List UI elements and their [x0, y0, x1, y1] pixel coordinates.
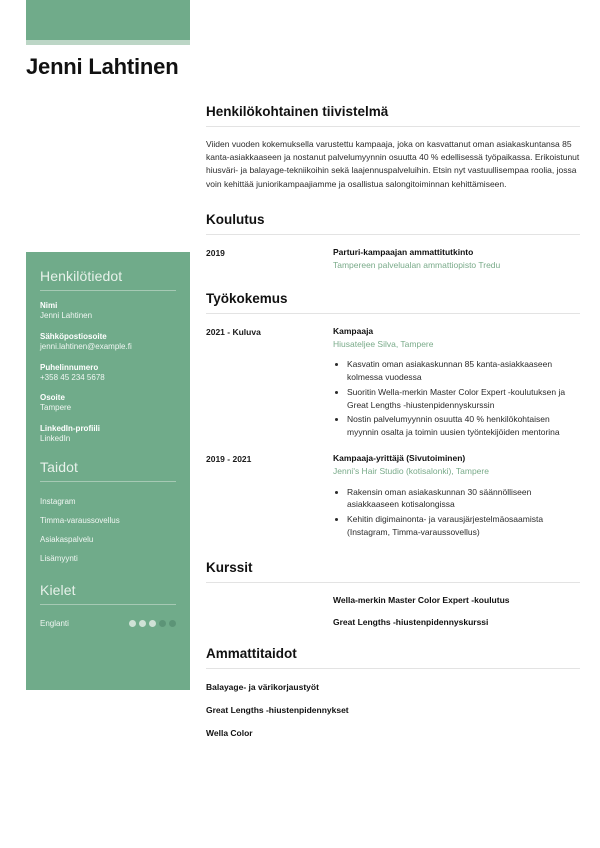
entry-date: 2019 - 2021	[206, 453, 252, 464]
divider	[206, 234, 580, 235]
language-level-rating	[129, 620, 176, 627]
section-title-professional-skills: Ammattitaidot	[206, 645, 297, 661]
contact-value: +358 45 234 5678	[40, 372, 105, 382]
entry-bullet-list	[333, 358, 580, 439]
rating-dot-empty	[169, 620, 176, 627]
entry-body	[333, 326, 580, 441]
entry-bullet-list	[333, 486, 580, 539]
entry-date: 2019	[206, 248, 225, 259]
divider	[40, 481, 176, 482]
section-title-education: Koulutus	[206, 212, 265, 228]
sidebar	[26, 252, 190, 690]
divider	[206, 582, 580, 583]
section-professional-skills	[206, 646, 580, 738]
entry-subtitle: Tampereen palvelualan ammattiopisto Tredu	[333, 260, 501, 271]
professional-skill-item: Balayage- ja värikorjaustyöt	[206, 681, 319, 692]
list-item: • Kasvatin oman asiakaskunnan 85 kanta-asiakkaaseen kolmessa vuodessa	[347, 358, 580, 384]
list-item: Asiakaspalvelu	[40, 534, 94, 544]
header-accent-bar	[26, 0, 190, 40]
list-item: • Kehitin digimainonta- ja varausjärjestelmäosaamista (Instagram, Timma-varaussovellus)	[347, 513, 580, 539]
professional-skill-item: Great Lengths -hiustenpidennykset	[206, 704, 349, 715]
course-title: Great Lengths -hiustenpidennyskurssi	[333, 616, 489, 627]
contact-value: Tampere	[40, 403, 72, 413]
contact-field-email	[40, 332, 176, 353]
sidebar-heading-languages: Kielet	[40, 581, 76, 598]
skills-list	[40, 492, 176, 568]
spacer	[206, 595, 333, 605]
divider	[40, 604, 176, 605]
entry-subtitle: Jenni's Hair Studio (kotisalonki), Tampere	[333, 465, 489, 476]
divider	[206, 313, 580, 314]
experience-entry	[206, 326, 580, 441]
sidebar-heading-personal: Henkilötiedot	[40, 268, 123, 284]
contact-label: LinkedIn-profiili	[40, 424, 100, 434]
section-title-summary: Henkilökohtainen tiivistelmä	[206, 104, 389, 119]
sidebar-section-personal	[40, 268, 176, 445]
section-education	[206, 212, 580, 272]
contact-label: Sähköpostiosoite	[40, 331, 107, 341]
list-item: • Rakensin oman asiakaskunnan 30 säännölliseen asiakkaaseen kotisalongissa	[347, 486, 580, 512]
language-row	[40, 615, 176, 632]
entry-date: 2021 - Kuluva	[206, 326, 261, 337]
contact-label: Osoite	[40, 393, 65, 403]
entry-title: Kampaaja	[333, 325, 374, 336]
rating-dot-filled	[139, 620, 146, 627]
contact-field-address	[40, 393, 176, 414]
course-entry	[206, 617, 580, 627]
sidebar-section-skills	[40, 459, 176, 568]
section-courses	[206, 560, 580, 627]
course-title: Wella-merkin Master Color Expert -koulutus	[333, 594, 510, 605]
sidebar-section-languages	[40, 582, 176, 632]
contact-field-phone	[40, 363, 176, 384]
list-item: • Nostin palvelumyynnin osuutta 40 % henkilökohtaisen myynnin osalta ja toimin uusien työntekijöiden mentorina	[347, 413, 580, 439]
rating-dot-empty	[159, 620, 166, 627]
sidebar-heading-skills: Taidot	[40, 458, 78, 475]
contact-value: jenni.lahtinen@example.fi	[40, 341, 132, 351]
experience-entry	[206, 453, 580, 541]
list-item: • Suoritin Wella-merkin Master Color Expert -koulutuksen ja Great Lengths -hiustenpidennyskurssin	[347, 386, 580, 412]
section-summary	[206, 104, 580, 191]
section-title-courses: Kurssit	[206, 559, 253, 575]
entry-title: Kampaaja-yrittäjä (Sivutoiminen)	[333, 452, 466, 463]
contact-label: Puhelinnumero	[40, 362, 99, 372]
list-item: Lisämyynti	[40, 553, 78, 563]
rating-dot-filled	[149, 620, 156, 627]
course-entry	[206, 595, 580, 605]
contact-field-linkedin	[40, 424, 176, 445]
divider	[40, 290, 176, 291]
contact-field-name	[40, 301, 176, 322]
contact-value[interactable]: LinkedIn	[40, 434, 71, 444]
spacer	[206, 617, 333, 627]
entry-body	[333, 453, 580, 541]
list-item: Timma-varaussovellus	[40, 515, 120, 525]
entry-subtitle: Hiusateljee Silva, Tampere	[333, 338, 434, 349]
language-name: Englanti	[40, 618, 69, 628]
page-title: Jenni Lahtinen	[26, 54, 179, 79]
entry-body	[333, 247, 580, 272]
section-title-experience: Työkokemus	[206, 290, 288, 306]
header-accent-underbar	[26, 40, 190, 45]
education-entry	[206, 247, 580, 272]
divider	[206, 668, 580, 669]
rating-dot-filled	[129, 620, 136, 627]
header-accent-block	[26, 0, 190, 45]
entry-title: Parturi-kampaajan ammattitutkinto	[333, 247, 474, 258]
professional-skill-item: Wella Color	[206, 727, 253, 738]
contact-value: Jenni Lahtinen	[40, 311, 93, 320]
summary-text: Viiden vuoden kokemuksella varustettu kampaaja, joka on kasvattanut oman asiakaskuntansa 85 kanta-asiakkaaseen ja nostanut palvelumyynnin osuutta 40 % edellisessä työpaikassa. Erikoistunut hiusväri- ja balayage-tekniikoihin sekä laajennuspalveluihin. Etsin nyt vastuullisempaa roolia, jossa voin kehittää juniorikampaajiamme ja osallistua salongitoiminnan kehittämiseen.	[206, 139, 580, 189]
contact-label: Nimi	[40, 301, 58, 310]
divider	[206, 126, 580, 127]
list-item: Instagram	[40, 496, 76, 506]
section-experience	[206, 291, 580, 541]
main-content	[206, 0, 580, 738]
